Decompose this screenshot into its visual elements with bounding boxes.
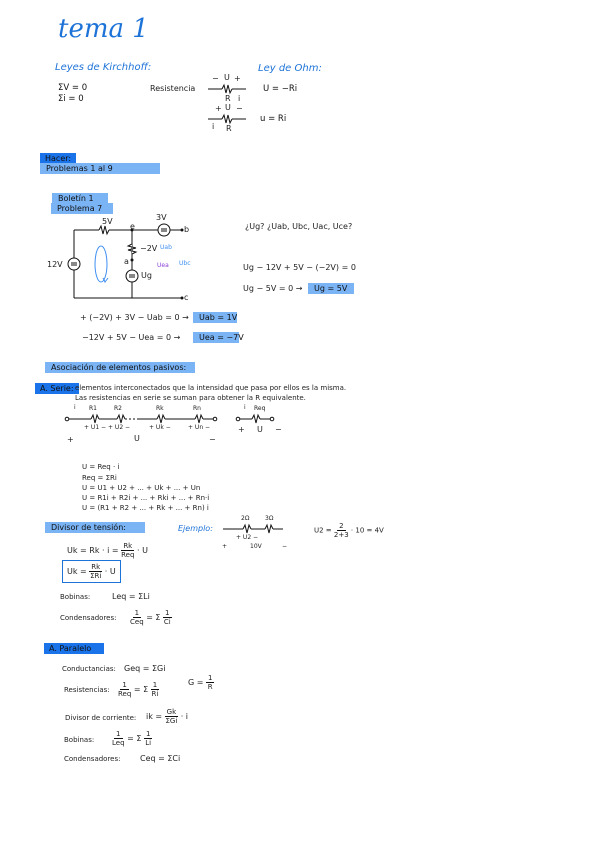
- polarity-plus: +: [234, 74, 241, 83]
- series-resistors-icon: [65, 414, 225, 424]
- series-eq: U = (R1 + R2 + ... + Rk + ... + Rn) i: [82, 504, 209, 512]
- req-polarity-plus: +: [238, 425, 245, 434]
- req-voltage-label: U: [257, 425, 263, 434]
- ohm-eq-2: u = Ri: [260, 114, 287, 124]
- resistance-label: Resistencia: [150, 84, 196, 93]
- req-current-label: i: [244, 404, 246, 411]
- resistor-label: R: [225, 94, 231, 103]
- node-e-label: e: [130, 222, 135, 231]
- example-minus: −: [282, 543, 288, 550]
- uk-label: + Uk −: [149, 424, 171, 431]
- resistor-label: R: [226, 124, 232, 133]
- r1-label: R1: [89, 405, 97, 412]
- example-voltage: 10V: [250, 543, 262, 550]
- voltage-divider-heading: Divisor de tensión:: [45, 522, 145, 533]
- resistor-5v-label: 5V: [102, 217, 113, 226]
- u1-label: + U1 −: [84, 424, 107, 431]
- u2-label: + U2 −: [108, 424, 131, 431]
- parallel-resistance-label: Resistencias:: [64, 686, 110, 694]
- solution-eq-2: Ug − 5V = 0 →: [243, 284, 303, 293]
- solution-eq-3: + (−2V) + 3V − Uab = 0 →: [80, 313, 189, 322]
- todo-label: Hacer:: [40, 153, 76, 164]
- current-divider-eq: ik = $\frac{Gk}{\text{ΣGi}}$ · i: [146, 708, 188, 725]
- current-label: i: [74, 404, 76, 411]
- voltage-label: U: [224, 73, 230, 82]
- problem-label: Problema 7: [51, 203, 113, 214]
- series-coils-label: Bobinas:: [60, 593, 91, 601]
- series-caps-label: Condensadores:: [60, 614, 117, 622]
- resistor-symbol-icon: [208, 84, 248, 94]
- parallel-conductance-eq: Geq = ΣGi: [124, 664, 166, 673]
- parallel-coils-eq: $\frac{1}{\text{Leq}}$ = Σ $\frac{1}{Li}$: [112, 730, 152, 747]
- parallel-conductance-label: Conductancias:: [62, 665, 116, 673]
- example-plus: +: [222, 543, 228, 550]
- ubc-annotation: Ubc: [179, 260, 191, 267]
- ohm-heading: Ley de Ohm:: [258, 63, 322, 74]
- circuit-wires: [74, 228, 194, 308]
- series-eq: U = R1i + R2i + ... + Rki + ... + Rn·i: [82, 494, 210, 502]
- resistor-minus2v-label: −2V: [140, 244, 158, 253]
- kirchhoff-eq-current: Σi = 0: [58, 94, 84, 104]
- polarity-minus: −: [209, 435, 216, 444]
- uea-annotation: Uea: [157, 262, 169, 269]
- source-ug-label: Ug: [141, 271, 152, 280]
- polarity-plus: +: [215, 104, 222, 113]
- current-divider-label: Divisor de corriente:: [65, 714, 137, 722]
- parallel-caps-label: Condensadores:: [64, 755, 121, 763]
- parallel-caps-eq: Ceq = ΣCi: [140, 754, 181, 763]
- boletin-label: Boletín 1: [52, 193, 108, 204]
- rn-label: Rn: [193, 405, 201, 412]
- req-polarity-minus: −: [275, 425, 282, 434]
- kirchhoff-heading: Leyes de Kirchhoff:: [55, 62, 152, 73]
- node-a-label: a: [124, 257, 129, 266]
- un-label: + Un −: [188, 424, 211, 431]
- solution-eq-1: Ug − 12V + 5V − (−2V) = 0: [243, 263, 356, 272]
- solution-eq-4: −12V + 5V − Uea = 0 →: [82, 333, 181, 342]
- solution-answer-ug: Ug = 5V: [308, 283, 354, 294]
- ohm-eq-1: U = −Ri: [263, 84, 298, 94]
- todo-problems: Problemas 1 al 9: [40, 163, 160, 174]
- polarity-plus: +: [67, 435, 74, 444]
- req-label: Req: [254, 405, 266, 412]
- series-coils-eq: Leq = ΣLi: [112, 592, 150, 601]
- parallel-resistance-eq: $\frac{1}{\text{Req}}$ = Σ $\frac{1}{Ri}$: [118, 681, 159, 698]
- conductance-definition: G = $\frac{1}{R}$: [188, 674, 213, 691]
- polarity-minus: −: [236, 104, 243, 113]
- series-heading: A. Serie:: [35, 383, 79, 394]
- parallel-heading: A. Paralelo: [44, 643, 104, 654]
- rk-label: Rk: [156, 405, 164, 412]
- source-12v-label: 12V: [47, 260, 63, 269]
- series-desc-1: elementos interconectados que la intensidad que pasa por ellos es la misma.: [75, 384, 347, 392]
- current-label: i: [212, 122, 215, 131]
- kirchhoff-eq-voltage: ΣV = 0: [58, 83, 88, 93]
- example-resistors-icon: [223, 524, 283, 534]
- solution-answer-uab: Uab = 1V: [193, 312, 237, 323]
- uab-annotation: Uab: [160, 244, 172, 251]
- example-result: U2 = $\frac{2}{2+3}$ · 10 = 4V: [314, 522, 384, 539]
- polarity-minus: −: [212, 74, 219, 83]
- node-b-label: b: [184, 225, 190, 234]
- r2-label: R2: [114, 405, 122, 412]
- series-eq: U = Req · i: [82, 463, 120, 471]
- req-resistor-icon: [236, 414, 276, 424]
- question: ¿Ug? ¿Uab, Ubc, Uac, Uce?: [245, 222, 353, 231]
- series-caps-eq: $\frac{1}{\text{Ceq}}$ = Σ $\frac{1}{Ci}$: [130, 609, 171, 626]
- page-title: tema 1: [58, 14, 149, 44]
- node-c-label: c: [184, 293, 189, 302]
- parallel-coils-label: Bobinas:: [64, 736, 95, 744]
- source-3v-label: 3V: [156, 213, 167, 222]
- total-voltage-label: U: [134, 434, 140, 443]
- association-heading: Asociación de elementos pasivos:: [45, 362, 195, 373]
- example-r1-label: 2Ω: [241, 515, 250, 522]
- voltage-label: U: [225, 103, 231, 112]
- example-u2-label: + U2 −: [236, 534, 259, 541]
- series-desc-2: Las resistencias en serie se suman para obtener la R equivalente.: [75, 394, 306, 402]
- example-r2-label: 3Ω: [265, 515, 274, 522]
- voltage-divider-eq: Uk = Rk · i = $\frac{Rk}{\text{Req}}$ · U: [67, 542, 148, 559]
- example-label: Ejemplo:: [178, 524, 213, 533]
- voltage-divider-boxed-formula: Uk = $\frac{Rk}{\text{ΣRi}}$ · U: [62, 560, 121, 583]
- series-eq: Req = ΣRi: [82, 474, 117, 482]
- current-label: i: [238, 94, 241, 103]
- series-eq: U = U1 + U2 + ... + Uk + ... + Un: [82, 484, 201, 492]
- solution-answer-uea: Uea = −7V: [193, 332, 239, 343]
